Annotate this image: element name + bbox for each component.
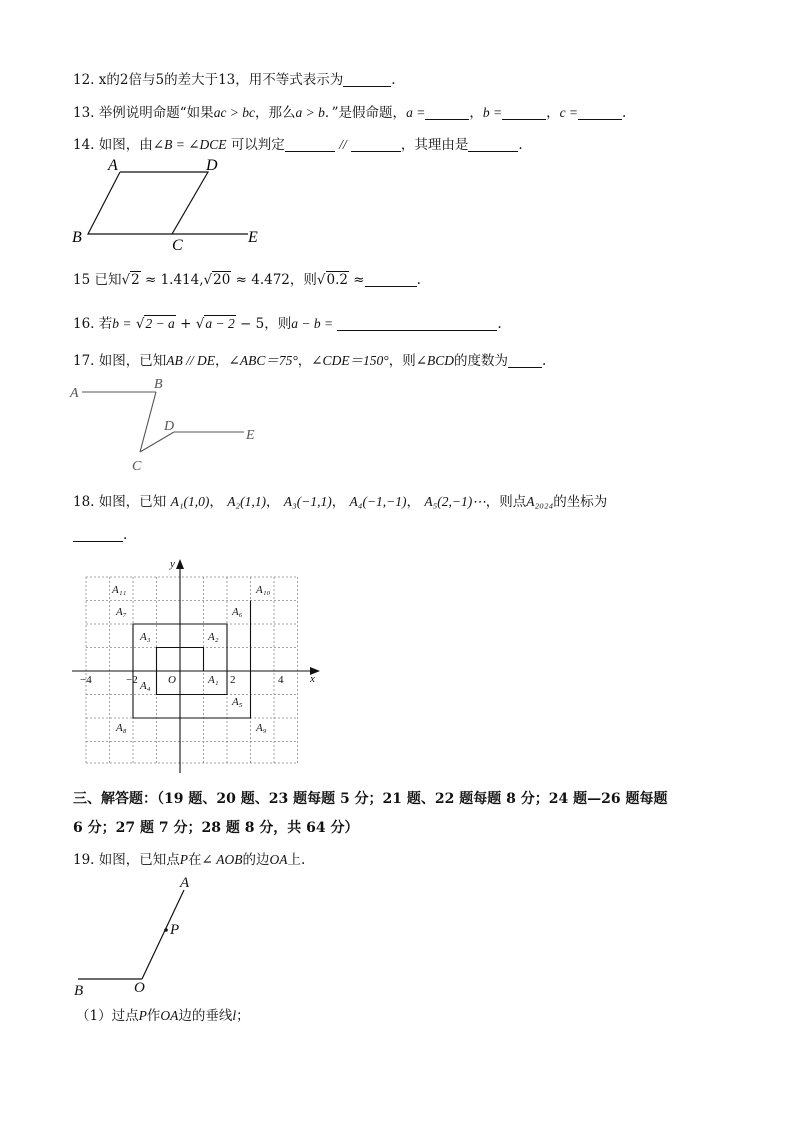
label-A1: A₁	[208, 674, 219, 686]
answer-blank[interactable]	[73, 527, 123, 542]
tick-minus-2: −2	[126, 674, 138, 686]
label-E: E	[246, 428, 255, 443]
question-18-answer: .	[73, 527, 127, 543]
label-D: D	[164, 419, 175, 434]
axis-y-label: y	[170, 558, 175, 570]
sqrt-0-2: √0.2	[316, 272, 348, 288]
y-axis-arrow	[176, 559, 184, 569]
label-P: P	[170, 922, 180, 938]
label-C: C	[132, 459, 142, 474]
label-A4: A₄	[140, 680, 151, 692]
label-A3: A₃	[140, 631, 151, 643]
section-3-header-line1: 三、解答题：（19 题、20 题、23 题每题 5 分；21 题、22 题每题 8 分；24 题—26 题每题	[73, 791, 668, 807]
label-A5: A₅	[232, 696, 243, 708]
label-A: A	[70, 386, 79, 401]
label-A11: A₁₁	[112, 584, 127, 596]
answer-blank-a[interactable]	[425, 105, 469, 120]
label-A8: A₈	[116, 722, 127, 734]
answer-blank-c[interactable]	[578, 105, 622, 120]
answer-blank-line1[interactable]	[285, 137, 335, 152]
sqrt-2: √2	[121, 272, 140, 288]
label-A6: A₆	[232, 606, 243, 618]
figure-17	[66, 374, 276, 474]
question-16: 16. 若b = √2 − a + √a − 2 − 5，则a − b = .	[73, 316, 502, 332]
point-p	[164, 928, 168, 932]
figure-18-coordinate-grid	[70, 555, 330, 780]
question-12: 12. x的2倍与5的差大于13，用不等式表示为 .	[73, 72, 396, 88]
origin-label: O	[168, 674, 176, 686]
question-14: 14. 如图，由∠B = ∠DCE 可以判定 // ，其理由是 .	[73, 137, 523, 153]
answer-blank-b[interactable]	[502, 105, 546, 120]
sqrt-20: √20	[203, 272, 231, 288]
answer-blank[interactable]	[337, 316, 497, 331]
parallelogram-edges	[88, 172, 208, 234]
sqrt-2-minus-a: √2 − a	[135, 316, 175, 332]
question-19: 19. 如图，已知点P在∠ AOB的边OA上.	[73, 852, 306, 868]
question-15: 15 已知√2 ≈ 1.414,√20 ≈ 4.472，则√0.2 ≈ .	[73, 272, 421, 288]
label-B: B	[154, 377, 163, 392]
question-18: 18. 如图，已知 A₁(1,0)， A₂(1,1)， A₃(−1,1)， A₄(−1,−1)， A₅(2,−1)⋯，则点A₂₀₂₄的坐标为	[73, 494, 608, 510]
dashed-grid	[86, 577, 298, 763]
label-D: D	[206, 157, 218, 174]
segment-bc	[140, 392, 156, 452]
label-E: E	[248, 229, 258, 246]
label-B: B	[74, 983, 84, 999]
figure-19-angle	[66, 868, 226, 998]
label-O: O	[134, 980, 145, 996]
sqrt-a-minus-2: √a − 2	[195, 316, 235, 332]
tick-minus-4: −4	[80, 674, 92, 686]
label-A: A	[180, 875, 190, 891]
label-A7: A₇	[116, 606, 127, 618]
question-17: 17. 如图，已知AB // DE，∠ABC＝75°，∠CDE＝150°，则∠BCD的度数为 .	[73, 353, 547, 369]
answer-blank[interactable]	[365, 272, 417, 287]
tick-4: 4	[278, 674, 284, 686]
question-13: 13. 举例说明命题“如果ac > bc，那么a > b．”是假命题，a = ，b = ，c = .	[73, 105, 627, 121]
label-C: C	[172, 237, 183, 254]
tick-2: 2	[230, 674, 236, 686]
section-3-header-line2: 6 分；27 题 7 分；28 题 8 分，共 64 分）	[73, 820, 359, 836]
answer-blank[interactable]	[343, 72, 391, 87]
label-A: A	[108, 157, 118, 174]
label-A10: A₁₀	[256, 584, 271, 596]
answer-blank-line2[interactable]	[351, 137, 401, 152]
question-19-part-1: （1）过点P作OA边的垂线l；	[76, 1008, 250, 1024]
figure-14-parallelogram	[60, 150, 280, 260]
axis-x-label: x	[310, 673, 315, 685]
answer-blank[interactable]	[508, 353, 542, 368]
label-B: B	[72, 229, 82, 246]
label-A2: A₂	[208, 631, 219, 643]
label-A9: A₉	[256, 722, 267, 734]
answer-blank-reason[interactable]	[468, 137, 518, 152]
